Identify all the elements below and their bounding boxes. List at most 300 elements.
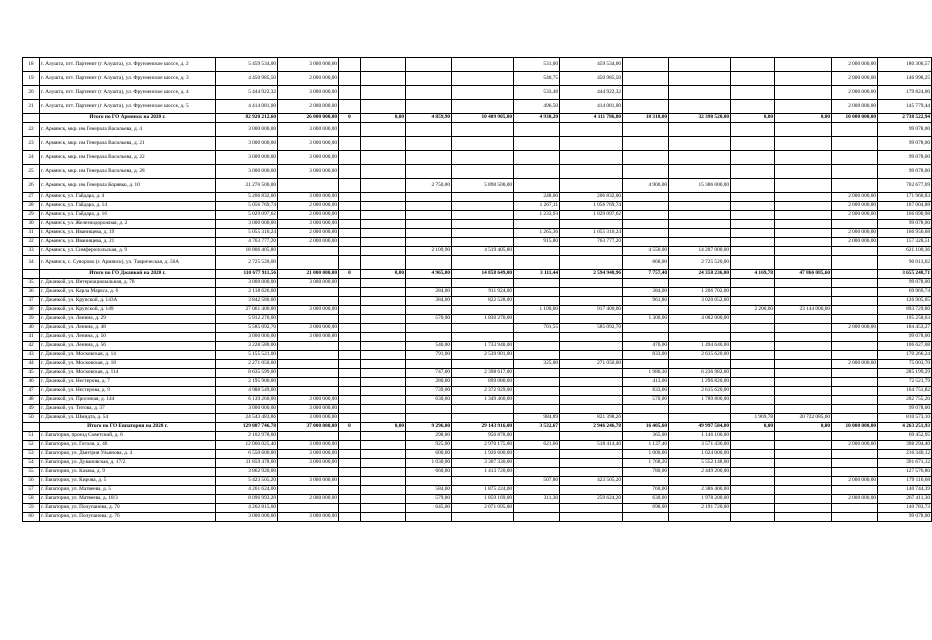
value-cell: 72 521,79 bbox=[878, 378, 932, 387]
value-cell bbox=[623, 86, 669, 100]
value-cell bbox=[775, 351, 832, 360]
value-cell bbox=[623, 229, 669, 238]
row-number-cell: 48 bbox=[23, 396, 40, 405]
value-cell: 27 061 400,00 bbox=[216, 306, 278, 315]
value-cell: 179 116,68 bbox=[878, 477, 932, 486]
value-cell: 2 102 978,00 bbox=[216, 432, 278, 441]
address-cell: г. Армянск, ул. Гайдара, д. 16 bbox=[40, 211, 216, 220]
value-cell: 4 763 777,20 bbox=[216, 238, 278, 247]
value-cell bbox=[361, 72, 406, 86]
value-cell bbox=[832, 123, 878, 137]
value-cell bbox=[832, 297, 878, 306]
value-cell bbox=[775, 72, 832, 86]
value-cell: 702 677,69 bbox=[878, 179, 932, 193]
value-cell: 4 550,00 bbox=[623, 247, 669, 256]
table-row bbox=[23, 179, 932, 193]
value-cell: 1 000,00 bbox=[623, 450, 669, 459]
value-cell bbox=[731, 137, 775, 151]
value-cell bbox=[339, 351, 361, 360]
table-row bbox=[23, 495, 932, 504]
value-cell bbox=[339, 513, 361, 522]
address-cell: г. Армянск, мкр. им Генерала Васильева, д. 22 bbox=[40, 151, 216, 165]
value-cell bbox=[560, 396, 623, 405]
value-cell bbox=[452, 165, 514, 179]
value-cell: 129 087 746,78 bbox=[216, 423, 278, 432]
value-cell bbox=[452, 360, 514, 369]
value-cell: 216 340,12 bbox=[878, 450, 932, 459]
value-cell bbox=[452, 324, 514, 333]
value-cell: 6 139 260,00 bbox=[216, 396, 278, 405]
value-cell bbox=[361, 238, 406, 247]
value-cell bbox=[560, 387, 623, 396]
value-cell: 157 328,51 bbox=[878, 238, 932, 247]
value-cell: 3 000 000,00 bbox=[278, 220, 339, 229]
value-cell bbox=[514, 450, 560, 459]
value-cell bbox=[775, 220, 832, 229]
value-cell bbox=[452, 100, 514, 114]
value-cell: 3 000 000,00 bbox=[216, 513, 278, 522]
value-cell: 3 000 000,00 bbox=[278, 123, 339, 137]
value-cell bbox=[361, 360, 406, 369]
address-cell: г. Евпатория, ул. Дувановская, д. 17/2 bbox=[40, 459, 216, 468]
value-cell bbox=[339, 288, 361, 297]
value-cell bbox=[623, 58, 669, 72]
table-total-row bbox=[23, 423, 932, 432]
value-cell bbox=[339, 86, 361, 100]
value-cell: 365,00 bbox=[623, 432, 669, 441]
value-cell bbox=[669, 165, 731, 179]
address-cell: г. Джанкой, ул. Ленина, д. 56 bbox=[40, 342, 216, 351]
value-cell: 3 000 000,00 bbox=[278, 137, 339, 151]
value-cell: 2 000 000,00 bbox=[832, 202, 878, 211]
table-row bbox=[23, 324, 932, 333]
value-cell: 106 627,08 bbox=[878, 342, 932, 351]
value-cell bbox=[832, 396, 878, 405]
value-cell bbox=[361, 315, 406, 324]
table-row bbox=[23, 333, 932, 342]
value-cell bbox=[361, 414, 406, 423]
value-cell: 3 000 000,00 bbox=[278, 279, 339, 288]
value-cell bbox=[669, 324, 731, 333]
value-cell bbox=[560, 405, 623, 414]
value-cell: 4 262 815,00 bbox=[216, 504, 278, 513]
value-cell bbox=[278, 432, 339, 441]
value-cell bbox=[560, 151, 623, 165]
value-cell bbox=[775, 459, 832, 468]
row-number-cell: 50 bbox=[23, 414, 40, 423]
value-cell: 184 453,27 bbox=[878, 324, 932, 333]
value-cell: 195 258,63 bbox=[878, 315, 932, 324]
value-cell: 126 905,05 bbox=[878, 297, 932, 306]
value-cell bbox=[623, 333, 669, 342]
value-cell bbox=[514, 220, 560, 229]
value-cell bbox=[514, 351, 560, 360]
row-number-cell bbox=[23, 423, 40, 432]
value-cell bbox=[361, 202, 406, 211]
address-cell: г. Джанкой, ул. Карла Маркса, д. 6 bbox=[40, 288, 216, 297]
value-cell bbox=[832, 342, 878, 351]
value-cell bbox=[361, 450, 406, 459]
value-cell bbox=[623, 324, 669, 333]
value-cell bbox=[775, 513, 832, 522]
value-cell: 2 000 000,00 bbox=[832, 193, 878, 202]
value-cell bbox=[775, 193, 832, 202]
value-cell bbox=[832, 486, 878, 495]
table-row bbox=[23, 193, 932, 202]
table-row bbox=[23, 342, 932, 351]
value-cell: 570,00 bbox=[623, 396, 669, 405]
value-cell bbox=[361, 504, 406, 513]
value-cell bbox=[560, 220, 623, 229]
value-cell: 0,00 bbox=[361, 423, 406, 432]
value-cell bbox=[339, 211, 361, 220]
value-cell bbox=[339, 229, 361, 238]
value-cell bbox=[452, 151, 514, 165]
value-cell bbox=[832, 378, 878, 387]
value-cell: 10 000 000,00 bbox=[832, 423, 878, 432]
value-cell: 1 789 800,00 bbox=[669, 396, 731, 405]
value-cell bbox=[832, 288, 878, 297]
value-cell bbox=[339, 306, 361, 315]
value-cell bbox=[623, 123, 669, 137]
value-cell: 99 078,00 bbox=[878, 405, 932, 414]
value-cell bbox=[775, 86, 832, 100]
value-cell bbox=[452, 256, 514, 270]
row-number-cell: 54 bbox=[23, 459, 40, 468]
value-cell bbox=[361, 477, 406, 486]
value-cell bbox=[731, 405, 775, 414]
value-cell bbox=[452, 72, 514, 86]
value-cell bbox=[452, 86, 514, 100]
value-cell bbox=[623, 202, 669, 211]
value-cell bbox=[731, 100, 775, 114]
value-cell: 0 bbox=[339, 423, 361, 432]
value-cell: 739,00 bbox=[406, 387, 452, 396]
value-cell bbox=[623, 360, 669, 369]
address-cell: г. Джанкой, ул. Ленина, д. 50 bbox=[40, 333, 216, 342]
address-cell: г. Джанкой, ул. Просмная, д. 144 bbox=[40, 396, 216, 405]
value-cell: 2 000 000,00 bbox=[832, 229, 878, 238]
value-cell: 37 000 000,00 bbox=[278, 423, 339, 432]
address-cell: г. Джанкой, ул. Ленина, д. 29 bbox=[40, 315, 216, 324]
value-cell: 202 755,20 bbox=[878, 396, 932, 405]
value-cell bbox=[406, 513, 452, 522]
row-number-cell: 53 bbox=[23, 450, 40, 459]
row-number-cell: 32 bbox=[23, 238, 40, 247]
value-cell: 444 922,32 bbox=[560, 86, 623, 100]
address-cell: г. Армянск, ул. Иванищева, д. 21 bbox=[40, 238, 216, 247]
value-cell: 3 000 000,00 bbox=[216, 279, 278, 288]
value-cell bbox=[361, 220, 406, 229]
value-cell bbox=[452, 58, 514, 72]
value-cell bbox=[731, 468, 775, 477]
value-cell bbox=[339, 324, 361, 333]
value-cell: 0,00 bbox=[731, 114, 775, 123]
value-cell: 49 997 584,00 bbox=[669, 423, 731, 432]
value-cell: 20 722 085,60 bbox=[775, 414, 832, 423]
value-cell: 3 000 000,00 bbox=[278, 333, 339, 342]
table-row bbox=[23, 486, 932, 495]
value-cell: 2 946 246,78 bbox=[560, 423, 623, 432]
value-cell: 4 169,78 bbox=[731, 270, 775, 279]
value-cell bbox=[339, 315, 361, 324]
table-row bbox=[23, 450, 932, 459]
value-cell: 398 294,40 bbox=[878, 441, 932, 450]
value-cell bbox=[669, 360, 731, 369]
table-row bbox=[23, 405, 932, 414]
value-cell bbox=[278, 486, 339, 495]
address-cell: г. Армянск, ул. Иванищева, д. 19 bbox=[40, 229, 216, 238]
value-cell: 3 307 330,00 bbox=[452, 459, 514, 468]
value-cell: 893 729,80 bbox=[878, 306, 932, 315]
row-number-cell: 57 bbox=[23, 486, 40, 495]
value-cell bbox=[361, 137, 406, 151]
value-cell: 6 550 600,00 bbox=[216, 450, 278, 459]
row-number-cell: 39 bbox=[23, 315, 40, 324]
row-number-cell: 38 bbox=[23, 306, 40, 315]
table-row bbox=[23, 123, 932, 137]
value-cell bbox=[278, 247, 339, 256]
value-cell: 2 386 400,00 bbox=[669, 486, 731, 495]
value-cell bbox=[278, 179, 339, 193]
value-cell: 956 878,00 bbox=[452, 432, 514, 441]
value-cell bbox=[669, 238, 731, 247]
value-cell: 2 000 000,00 bbox=[832, 477, 878, 486]
value-cell bbox=[731, 247, 775, 256]
value-cell: 140 783,73 bbox=[878, 504, 932, 513]
value-cell bbox=[339, 450, 361, 459]
value-cell bbox=[452, 202, 514, 211]
address-cell: г. Джанкой, ул. Титова, д. 37 bbox=[40, 405, 216, 414]
value-cell bbox=[775, 495, 832, 504]
value-cell bbox=[775, 432, 832, 441]
value-cell: 12 060 025,40 bbox=[216, 441, 278, 450]
value-cell: 1 055 310,24 bbox=[560, 229, 623, 238]
value-cell bbox=[731, 193, 775, 202]
value-cell bbox=[560, 279, 623, 288]
value-cell bbox=[560, 459, 623, 468]
value-cell: 917 400,00 bbox=[560, 306, 623, 315]
row-number-cell: 41 bbox=[23, 333, 40, 342]
value-cell: 925,00 bbox=[406, 441, 452, 450]
value-cell bbox=[560, 297, 623, 306]
value-cell bbox=[669, 229, 731, 238]
table-row bbox=[23, 58, 932, 72]
value-cell bbox=[339, 100, 361, 114]
value-cell: 3 000 000,00 bbox=[216, 165, 278, 179]
value-cell: 0,00 bbox=[361, 270, 406, 279]
value-cell bbox=[339, 279, 361, 288]
value-cell bbox=[452, 306, 514, 315]
value-cell bbox=[514, 256, 560, 270]
value-cell bbox=[669, 513, 731, 522]
value-cell: 476,00 bbox=[623, 342, 669, 351]
address-cell: г. Джанкой, ул. Шмидта, д. 54 bbox=[40, 414, 216, 423]
value-cell: 868,00 bbox=[623, 256, 669, 270]
value-cell: 1 494 640,00 bbox=[669, 342, 731, 351]
value-cell: 3 000 000,00 bbox=[278, 459, 339, 468]
row-number-cell: 56 bbox=[23, 477, 40, 486]
value-cell: 413,00 bbox=[623, 378, 669, 387]
value-cell: 3 000 000,00 bbox=[278, 151, 339, 165]
value-cell bbox=[361, 100, 406, 114]
value-cell bbox=[623, 72, 669, 86]
value-cell: 2 539 901,00 bbox=[452, 351, 514, 360]
value-cell: 2 000 000,00 bbox=[832, 495, 878, 504]
value-cell: 10 000 000,00 bbox=[832, 114, 878, 123]
value-cell: 2 000 000,00 bbox=[832, 58, 878, 72]
value-cell: 5 890 500,00 bbox=[452, 179, 514, 193]
address-cell: г. Евпатория, ул. Матвеева, д. 18/3 bbox=[40, 495, 216, 504]
value-cell bbox=[623, 193, 669, 202]
table-row bbox=[23, 387, 932, 396]
value-cell: 29 143 916,00 bbox=[452, 423, 514, 432]
value-cell bbox=[406, 137, 452, 151]
value-cell: 2 200,00 bbox=[731, 306, 775, 315]
value-cell: 3 000 000,00 bbox=[216, 220, 278, 229]
row-number-cell: 55 bbox=[23, 468, 40, 477]
value-cell bbox=[452, 405, 514, 414]
value-cell bbox=[514, 396, 560, 405]
value-cell bbox=[560, 288, 623, 297]
value-cell bbox=[560, 315, 623, 324]
value-cell bbox=[669, 72, 731, 86]
value-cell: 99 078,00 bbox=[878, 137, 932, 151]
value-cell: 1 300,00 bbox=[623, 315, 669, 324]
value-cell bbox=[731, 211, 775, 220]
value-cell bbox=[361, 193, 406, 202]
value-cell: 3 571 436,00 bbox=[669, 441, 731, 450]
value-cell bbox=[514, 179, 560, 193]
value-cell bbox=[452, 333, 514, 342]
value-cell bbox=[623, 414, 669, 423]
value-cell: 791,00 bbox=[406, 351, 452, 360]
value-cell: 1 146 100,00 bbox=[669, 432, 731, 441]
value-cell bbox=[775, 151, 832, 165]
value-cell: 763 777,20 bbox=[560, 238, 623, 247]
value-cell: 146 998,25 bbox=[878, 72, 932, 86]
value-cell bbox=[669, 193, 731, 202]
value-cell bbox=[731, 369, 775, 378]
value-cell: 780,00 bbox=[623, 468, 669, 477]
value-cell bbox=[560, 247, 623, 256]
value-cell: 822 528,00 bbox=[452, 297, 514, 306]
value-cell bbox=[731, 202, 775, 211]
value-cell: 0 bbox=[339, 270, 361, 279]
value-cell: 4 900,00 bbox=[623, 179, 669, 193]
value-cell bbox=[514, 288, 560, 297]
value-cell bbox=[514, 151, 560, 165]
value-cell: 4 450 985,50 bbox=[216, 72, 278, 86]
row-number-cell: 46 bbox=[23, 378, 40, 387]
value-cell: 833,00 bbox=[623, 387, 669, 396]
value-cell bbox=[406, 123, 452, 137]
value-cell: 4 082 000,00 bbox=[669, 315, 731, 324]
value-cell: 8 096 993,20 bbox=[216, 495, 278, 504]
value-cell bbox=[361, 211, 406, 220]
value-cell: 2 725 520,00 bbox=[216, 256, 278, 270]
value-cell: 2 000 000,00 bbox=[832, 86, 878, 100]
value-cell: 540,00 bbox=[406, 342, 452, 351]
value-cell bbox=[406, 229, 452, 238]
value-cell bbox=[775, 477, 832, 486]
value-cell bbox=[669, 333, 731, 342]
value-cell bbox=[514, 342, 560, 351]
value-cell bbox=[731, 432, 775, 441]
table-row bbox=[23, 315, 932, 324]
row-number-cell: 33 bbox=[23, 247, 40, 256]
value-cell bbox=[669, 477, 731, 486]
value-cell bbox=[560, 513, 623, 522]
value-cell: 180 306,57 bbox=[878, 58, 932, 72]
value-cell: 1 206 702,00 bbox=[669, 288, 731, 297]
table-row bbox=[23, 256, 932, 270]
value-cell: 833,00 bbox=[623, 351, 669, 360]
row-number-cell: 28 bbox=[23, 202, 40, 211]
value-cell: 24 543 483,86 bbox=[216, 414, 278, 423]
value-cell bbox=[560, 450, 623, 459]
value-cell: 660,00 bbox=[406, 468, 452, 477]
value-cell bbox=[775, 315, 832, 324]
value-cell: 179 824,00 bbox=[878, 86, 932, 100]
value-cell bbox=[775, 504, 832, 513]
value-cell bbox=[406, 256, 452, 270]
value-cell bbox=[361, 342, 406, 351]
value-cell: 1 100,00 bbox=[514, 306, 560, 315]
value-cell: 911 924,00 bbox=[452, 288, 514, 297]
value-cell: 4 988 549,00 bbox=[216, 387, 278, 396]
value-cell bbox=[775, 211, 832, 220]
value-cell: 2 000 000,00 bbox=[278, 229, 339, 238]
table-row bbox=[23, 441, 932, 450]
address-cell: г. Армянск, мкр. им Генерала Васильева, д. 21 bbox=[40, 137, 216, 151]
value-cell bbox=[514, 378, 560, 387]
value-cell bbox=[832, 513, 878, 522]
value-cell bbox=[278, 369, 339, 378]
value-cell: 99 078,00 bbox=[878, 165, 932, 179]
value-cell: 2 118 626,00 bbox=[216, 288, 278, 297]
value-cell bbox=[775, 58, 832, 72]
value-cell: 1 875 224,00 bbox=[452, 486, 514, 495]
table-row bbox=[23, 220, 932, 229]
value-cell bbox=[339, 137, 361, 151]
value-cell bbox=[731, 220, 775, 229]
value-cell: 1 859 169,00 bbox=[452, 495, 514, 504]
value-cell bbox=[278, 256, 339, 270]
value-cell bbox=[339, 238, 361, 247]
value-cell bbox=[278, 288, 339, 297]
value-cell: 3 000 000,00 bbox=[216, 151, 278, 165]
value-cell bbox=[339, 297, 361, 306]
value-cell bbox=[452, 193, 514, 202]
address-cell: г. Евпатория, ул. Кирова, д. 5 bbox=[40, 477, 216, 486]
row-number-cell: 43 bbox=[23, 351, 40, 360]
value-cell bbox=[731, 441, 775, 450]
row-number-cell: 37 bbox=[23, 297, 40, 306]
table-row bbox=[23, 360, 932, 369]
value-cell bbox=[560, 342, 623, 351]
value-cell bbox=[361, 58, 406, 72]
address-cell: г. Алушта, пгт. Партенит (г Алушта), ул. Фрунзенское шоссе, д. 4 bbox=[40, 86, 216, 100]
value-cell: 2 071 095,00 bbox=[452, 504, 514, 513]
address-cell: г. Джанкой, ул. Крупской, д. 149 bbox=[40, 306, 216, 315]
address-cell: г. Армянск, мкр. им Генерала Васильева, д. 28 bbox=[40, 165, 216, 179]
value-cell: 2 271 050,00 bbox=[216, 360, 278, 369]
value-cell: 621,60 bbox=[514, 441, 560, 450]
value-cell: 2 594 940,96 bbox=[560, 270, 623, 279]
table-row bbox=[23, 468, 932, 477]
value-cell bbox=[339, 123, 361, 137]
